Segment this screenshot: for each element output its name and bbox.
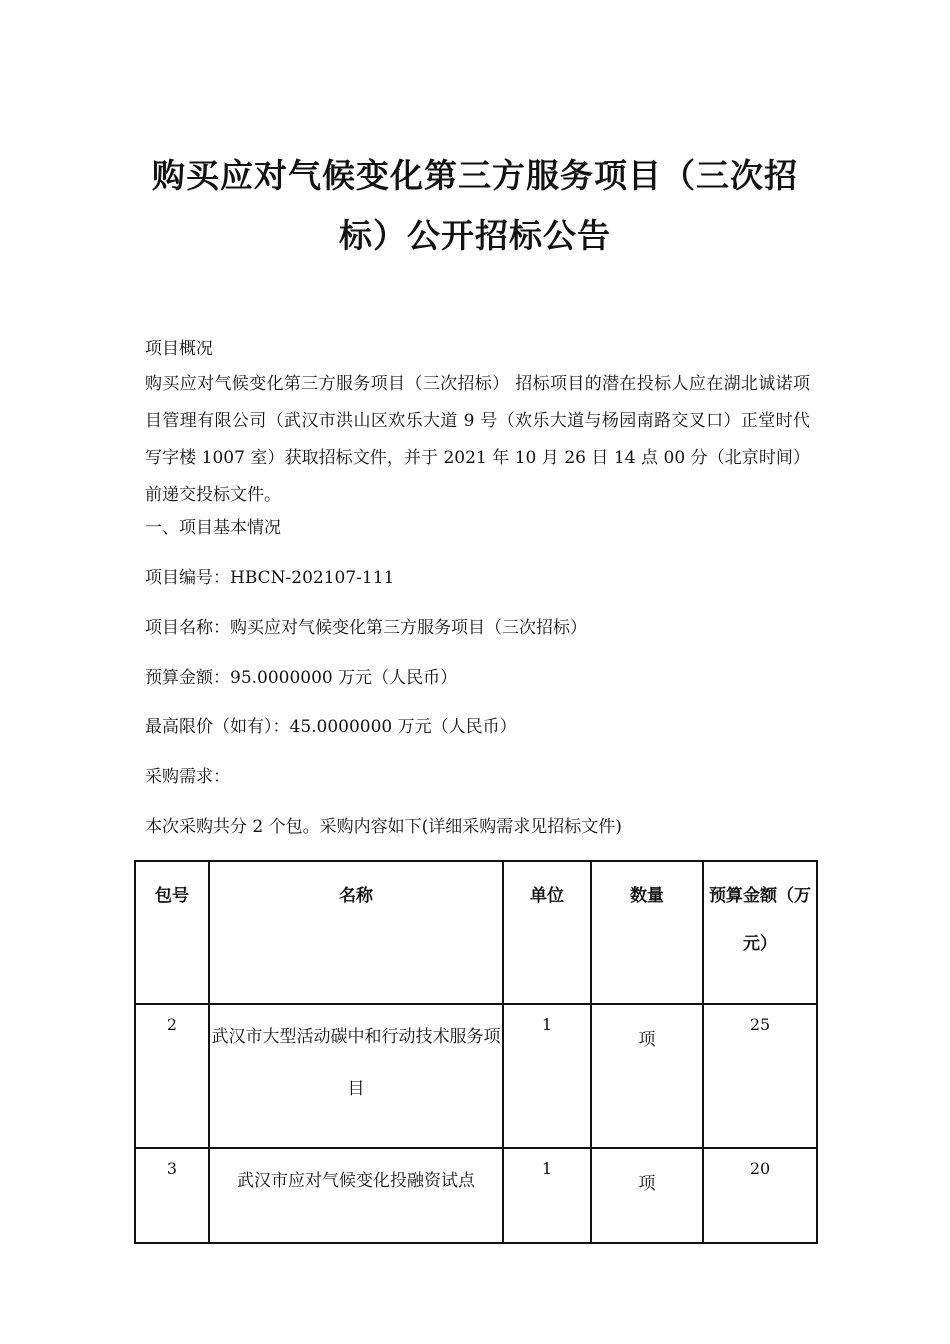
table-row xyxy=(135,1148,817,1243)
header-unit: 单位 xyxy=(503,861,591,1004)
overview-text: 购买应对气候变化第三方服务项目（三次招标） 招标项目的潜在投标人应在湖北诚诺项目管理有限公司（武汉市洪山区欢乐大道 9 号（欢乐大道与杨园南路交叉口）正堂时代写字楼 1007 室）获取招标文件，并于 2021 年 10 月 26 日 14 点 00 分（北京时间）前递交投标文件。 xyxy=(145,374,810,505)
cell-package: 3 xyxy=(135,1148,209,1243)
budget-amount: 预算金额：95.0000000 万元（人民币） xyxy=(145,668,458,688)
cell-budget: 20 xyxy=(703,1148,817,1243)
cell-quantity: 项 xyxy=(591,1004,703,1148)
cell-name: 武汉市大型活动碳中和行动技术服务项目 xyxy=(209,1004,503,1148)
project-name: 项目名称：购买应对气候变化第三方服务项目（三次招标） xyxy=(145,618,587,638)
cell-unit: 1 xyxy=(503,1148,591,1243)
section-1-heading: 一、项目基本情况 xyxy=(145,518,281,538)
cell-unit: 1 xyxy=(503,1004,591,1148)
max-price: 最高限价（如有）：45.0000000 万元（人民币） xyxy=(145,717,517,737)
table-row xyxy=(135,1004,817,1148)
doc-title-line-2: 标）公开招标公告 xyxy=(339,216,611,255)
overview-heading: 项目概况 xyxy=(145,339,213,359)
cell-quantity: 项 xyxy=(591,1148,703,1243)
doc-title-line-1: 购买应对气候变化第三方服务项目（三次招 xyxy=(152,156,798,195)
header-budget: 预算金额（万元） xyxy=(703,861,817,1004)
cell-budget: 25 xyxy=(703,1004,817,1148)
cell-name: 武汉市应对气候变化投融资试点 xyxy=(209,1148,503,1243)
project-number: 项目编号：HBCN-202107-111 xyxy=(145,568,395,588)
requirements-label: 采购需求： xyxy=(145,767,230,787)
header-package: 包号 xyxy=(135,861,209,1004)
requirements-description: 本次采购共分 2 个包。采购内容如下(详细采购需求见招标文件) xyxy=(145,817,622,837)
table-header-row xyxy=(135,861,817,1004)
cell-package: 2 xyxy=(135,1004,209,1148)
header-name: 名称 xyxy=(209,861,503,1004)
header-quantity: 数量 xyxy=(591,861,703,1004)
procurement-table xyxy=(134,860,818,1244)
